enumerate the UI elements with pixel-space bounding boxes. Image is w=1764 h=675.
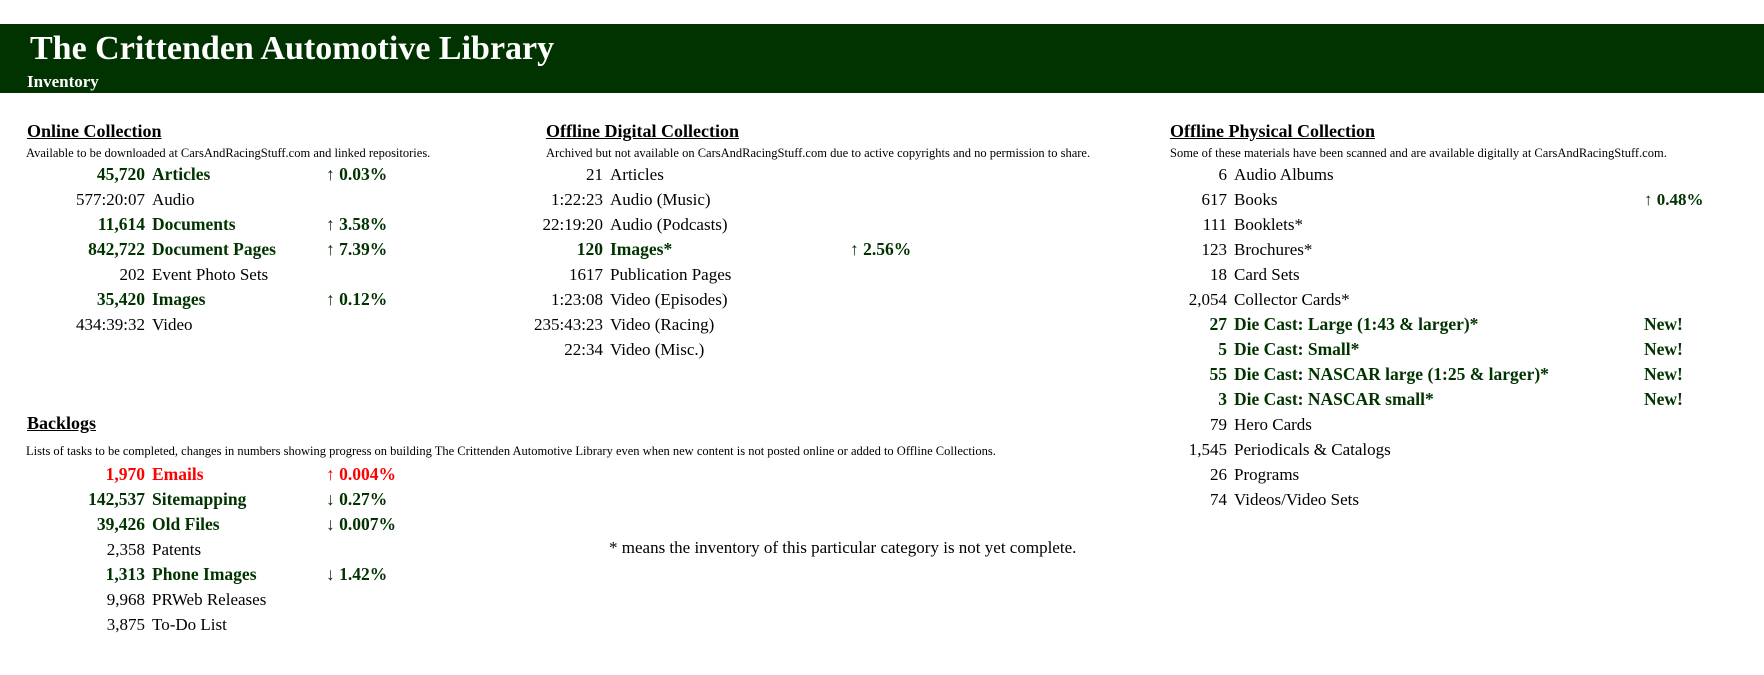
list-item	[0, 287, 1764, 312]
item-label: Old Files	[152, 514, 220, 534]
item-count: 35,420	[96, 289, 145, 309]
footnote: * means the inventory of this particular category is not yet complete.	[609, 538, 1077, 557]
change-indicator: ↑ 0.48%	[1644, 190, 1704, 209]
change-indicator: ↓ 0.27%	[326, 489, 388, 509]
item-count: 617	[1201, 190, 1227, 209]
list-item	[0, 487, 1764, 512]
list-item	[0, 587, 1764, 612]
item-count: 74	[1210, 490, 1227, 509]
item-count: 123	[1201, 240, 1227, 259]
item-label: Booklets*	[1234, 215, 1303, 234]
item-label: Documents	[152, 214, 236, 234]
list-item	[0, 212, 1764, 237]
item-count: 18	[1210, 265, 1227, 284]
item-count: 1:23:08	[551, 290, 603, 309]
item-label: Videos/Video Sets	[1234, 490, 1359, 509]
item-count: 1,313	[105, 564, 145, 584]
item-count: 79	[1210, 415, 1227, 434]
item-label: Video	[152, 315, 193, 334]
item-label: Audio (Music)	[610, 190, 711, 209]
item-label: Sitemapping	[152, 489, 247, 509]
change-indicator: ↓ 1.42%	[326, 564, 388, 584]
item-label: To-Do List	[152, 615, 227, 634]
item-label: PRWeb Releases	[152, 590, 267, 609]
item-label: Video (Misc.)	[610, 340, 705, 359]
item-count: 6	[1218, 165, 1227, 184]
item-label: Images*	[610, 239, 673, 259]
item-count: 1617	[569, 265, 603, 284]
item-label: Emails	[152, 464, 204, 484]
item-count: 577:20:07	[76, 190, 145, 209]
backlogs-description: Lists of tasks to be completed, changes in numbers showing progress on building The Crittenden Automotive Library even when new content is not posted online or added to Offline Collections.	[26, 444, 996, 458]
item-count: 27	[1209, 314, 1227, 334]
list-item	[0, 312, 1764, 337]
online-collection-description: Available to be downloaded at CarsAndRacingStuff.com and linked repositories.	[26, 146, 431, 160]
item-count: 235:43:23	[534, 315, 603, 334]
new-badge: New!	[1644, 364, 1683, 384]
list-item	[0, 187, 1764, 212]
item-label: Articles	[610, 165, 664, 184]
item-label: Die Cast: Large (1:43 & larger)*	[1234, 314, 1479, 334]
offline-physical-description: Some of these materials have been scanned and are available digitally at CarsAndRacingStuff.com.	[1170, 146, 1667, 160]
item-count: 55	[1209, 364, 1227, 384]
offline-digital-description: Archived but not available on CarsAndRacingStuff.com due to active copyrights and no permission to share.	[546, 146, 1091, 160]
item-label: Periodicals & Catalogs	[1234, 440, 1391, 459]
item-count: 45,720	[96, 164, 145, 184]
list-item	[0, 237, 1764, 262]
item-count: 434:39:32	[76, 315, 145, 334]
new-badge: New!	[1644, 339, 1683, 359]
item-count: 5	[1218, 339, 1227, 359]
item-count: 202	[119, 265, 145, 284]
item-count: 3,875	[106, 615, 145, 634]
item-label: Phone Images	[152, 564, 257, 584]
item-count: 842,722	[88, 239, 145, 259]
change-indicator: ↑ 0.12%	[326, 289, 388, 309]
list-item	[0, 462, 1764, 487]
list-item	[0, 412, 1764, 437]
item-label: Publication Pages	[610, 265, 732, 284]
item-label: Articles	[152, 164, 211, 184]
change-indicator: ↑ 0.03%	[326, 164, 388, 184]
item-count: 1,970	[105, 464, 145, 484]
list-item	[0, 512, 1764, 537]
item-label: Video (Racing)	[610, 315, 715, 334]
change-indicator: ↑ 2.56%	[850, 239, 912, 259]
offline-digital-heading[interactable]: Offline Digital Collection	[546, 121, 739, 141]
item-count: 22:19:20	[542, 215, 603, 234]
new-badge: New!	[1644, 314, 1683, 334]
item-count: 111	[1202, 215, 1227, 234]
item-label: Images	[152, 289, 206, 309]
item-label: Hero Cards	[1234, 415, 1312, 434]
item-count: 3	[1218, 389, 1227, 409]
offline-physical-heading[interactable]: Offline Physical Collection	[1170, 121, 1375, 141]
item-label: Card Sets	[1234, 265, 1300, 284]
item-label: Event Photo Sets	[152, 265, 269, 284]
item-label: Collector Cards*	[1234, 290, 1350, 309]
item-label: Video (Episodes)	[610, 290, 728, 309]
item-count: 1,545	[1188, 440, 1227, 459]
item-count: 39,426	[96, 514, 145, 534]
item-count: 26	[1210, 465, 1227, 484]
item-count: 9,968	[106, 590, 145, 609]
item-count: 2,358	[106, 540, 145, 559]
item-label: Document Pages	[152, 239, 276, 259]
item-count: 120	[576, 239, 603, 259]
change-indicator: ↑ 3.58%	[326, 214, 388, 234]
new-badge: New!	[1644, 389, 1683, 409]
page-title: The Crittenden Automotive Library	[30, 30, 555, 67]
list-item	[0, 362, 1764, 387]
item-count: 11,614	[97, 214, 145, 234]
item-label: Die Cast: Small*	[1234, 339, 1360, 359]
change-indicator: ↑ 7.39%	[326, 239, 388, 259]
item-count: 22:34	[564, 340, 603, 359]
list-item	[0, 562, 1764, 587]
item-label: Patents	[152, 540, 202, 559]
change-indicator: ↑ 0.004%	[326, 464, 396, 484]
header-banner	[0, 24, 1764, 93]
item-label: Books	[1234, 190, 1278, 209]
item-label: Die Cast: NASCAR small*	[1234, 389, 1434, 409]
online-collection-heading[interactable]: Online Collection	[27, 121, 162, 141]
item-count: 2,054	[1188, 290, 1227, 309]
list-item	[0, 262, 1764, 287]
item-count: 21	[586, 165, 603, 184]
item-count: 142,537	[88, 489, 145, 509]
backlogs-heading[interactable]: Backlogs	[27, 413, 97, 433]
list-item	[0, 337, 1764, 362]
item-label: Audio	[152, 190, 195, 209]
list-item	[0, 612, 1764, 637]
list-item	[0, 162, 1764, 187]
item-label: Brochures*	[1234, 240, 1313, 259]
item-count: 1:22:23	[551, 190, 603, 209]
item-label: Audio Albums	[1234, 165, 1334, 184]
change-indicator: ↓ 0.007%	[326, 514, 396, 534]
item-label: Audio (Podcasts)	[610, 215, 728, 234]
list-item	[0, 387, 1764, 412]
item-label: Die Cast: NASCAR large (1:25 & larger)*	[1234, 364, 1549, 384]
page-subtitle: Inventory	[27, 72, 99, 91]
item-label: Programs	[1234, 465, 1300, 484]
